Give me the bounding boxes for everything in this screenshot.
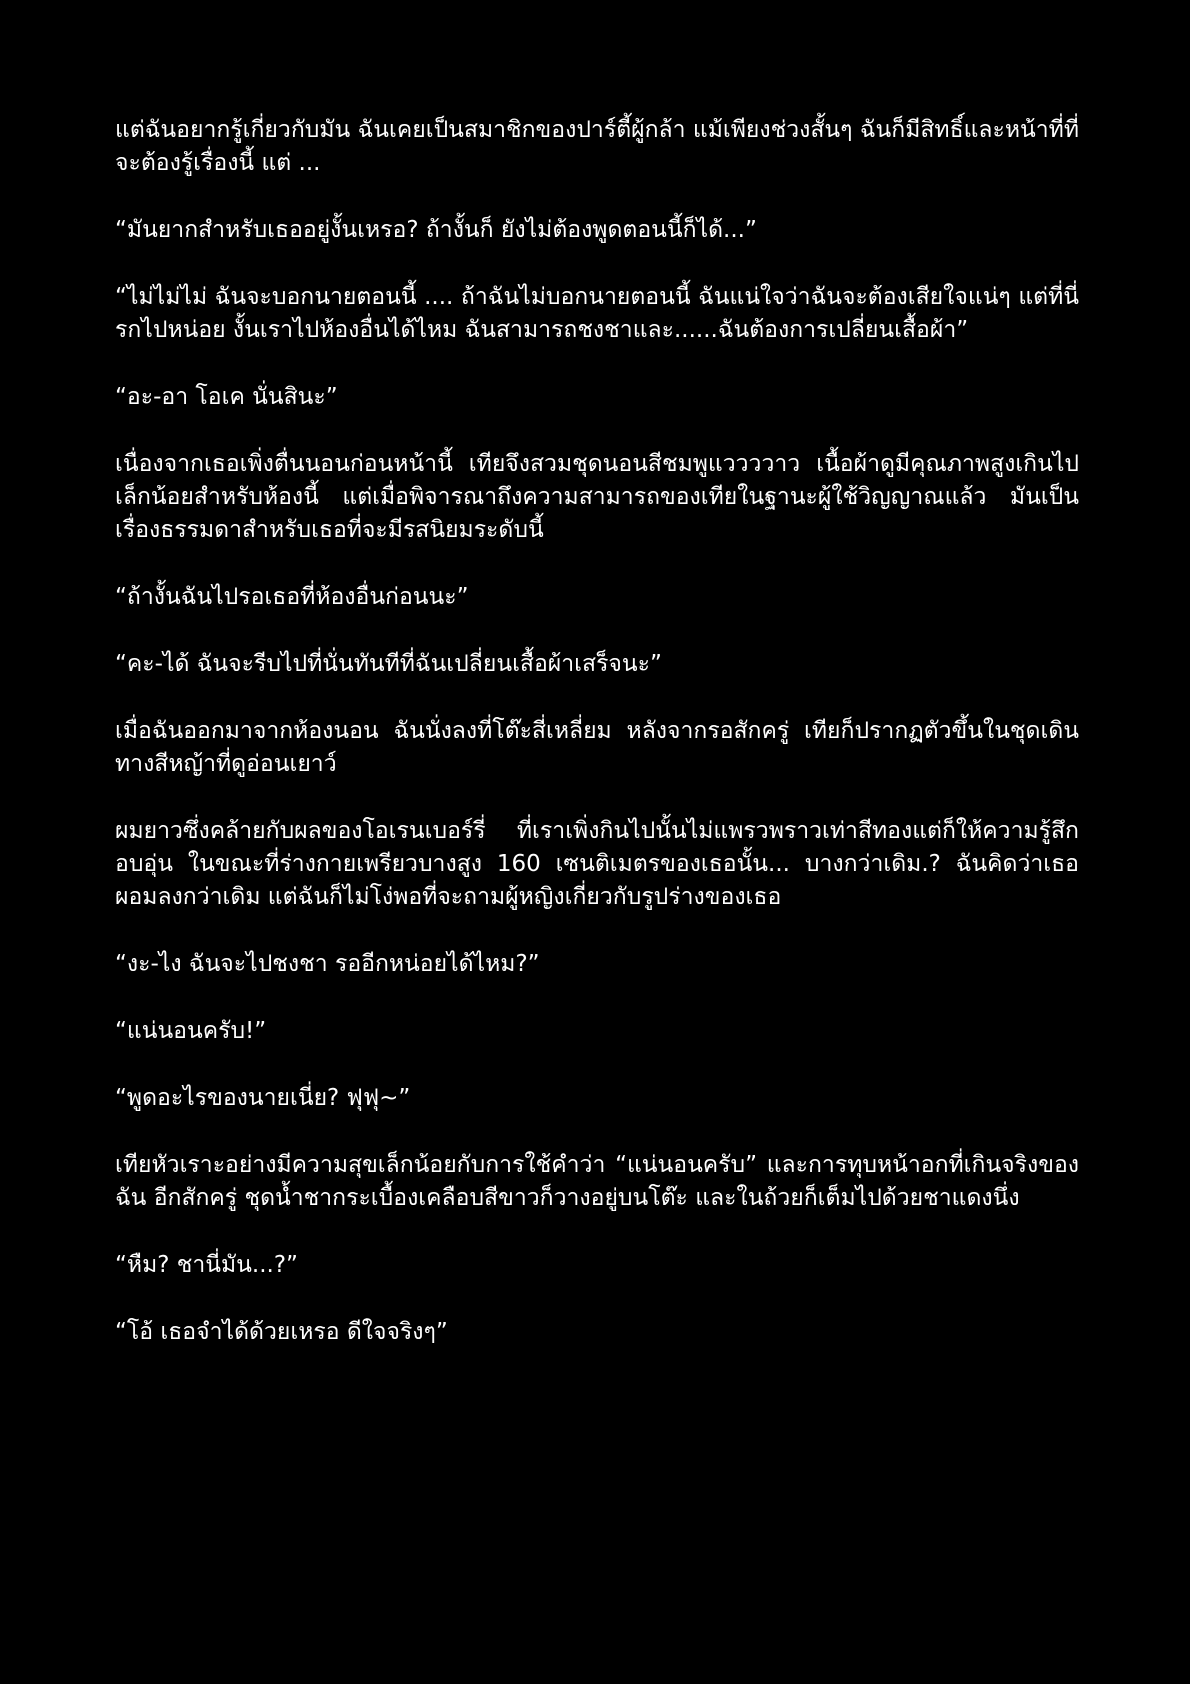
paragraph-13: เทียหัวเราะอย่างมีความสุขเล็กน้อยกับการใช้คำว่า “แน่นอนครับ” และการทุบหน้าอกที่เกินจริงของฉัน อีกสักครู่ ชุดน้ำชากระเบื้องเคลือบสีขาวก็วางอยู่บนโต๊ะ และในถ้วยก็เต็มไปด้วยชาแดงนึ่ง (115, 1152, 1079, 1211)
paragraph-12: “พูดอะไรของนายเนี่ย? ฟุฟุ~” (115, 1085, 411, 1111)
paragraph-2: “มันยากสำหรับเธออยู่งั้นเหรอ? ถ้างั้นก็ ยังไม่ต้องพูดตอนนี้ก็ได้...” (115, 217, 757, 243)
paragraph-8: เมื่อฉันออกมาจากห้องนอน ฉันนั่งลงที่โต๊ะสี่เหลี่ยม หลังจากรอสักครู่ เทียก็ปรากฏตัวขึ้นในชุดเดินทางสีหญ้าที่ดูอ่อนเยาว์ (115, 718, 1079, 777)
paragraph-9: ผมยาวซึ่งคล้ายกับผลของโอเรนเบอร์รี่ ที่เราเพิ่งกินไปนั้นไม่แพรวพราวเท่าสีทองแต่ก็ให้ความรู้สึกอบอุ่น ในขณะที่ร่างกายเพรียวบางสูง 160 เซนติเมตรของเธอนั้น... บางกว่าเดิม.? ฉันคิดว่าเธอผอมลงกว่าเดิม แต่ฉันก็ไม่โง่พอที่จะถามผู้หญิงเกี่ยวกับรูปร่างของเธอ (115, 818, 1079, 910)
paragraph-14: “หืม? ชานี่มัน...?” (115, 1252, 298, 1278)
document-page (115, 114, 1079, 1383)
paragraph-10: “งะ-ไง ฉันจะไปชงชา รออีกหน่อยได้ไหม?” (115, 951, 540, 977)
paragraph-4: “อะ-อา โอเค นั่นสินะ” (115, 384, 338, 410)
paragraph-6: “ถ้างั้นฉันไปรอเธอที่ห้องอื่นก่อนนะ” (115, 584, 469, 610)
paragraph-3: “ไม่ไม่ไม่ ฉันจะบอกนายตอนนี้ .... ถ้าฉันไม่บอกนายตอนนี้ ฉันแน่ใจว่าฉันจะต้องเสียใจแน่ๆ แต่ที่นี่รกไปหน่อย งั้นเราไปห้องอื่นได้ไหม ฉันสามารถชงชาและ......ฉันต้องการเปลี่ยนเสื้อผ้า” (115, 284, 1079, 343)
paragraph-7: “คะ-ได้ ฉันจะรีบไปที่นั่นทันทีที่ฉันเปลี่ยนเสื้อผ้าเสร็จนะ” (115, 651, 662, 677)
paragraph-11: “แน่นอนครับ!” (115, 1018, 267, 1044)
paragraph-5: เนื่องจากเธอเพิ่งตื่นนอนก่อนหน้านี้ เทียจึงสวมชุดนอนสีชมพูแววววาว เนื้อผ้าดูมีคุณภาพสูงเกินไปเล็กน้อยสำหรับห้องนี้ แต่เมื่อพิจารณาถึงความสามารถของเทียในฐานะผู้ใช้วิญญาณแล้ว มันเป็นเรื่องธรรมดาสำหรับเธอที่จะมีรสนิยมระดับนี้ (115, 451, 1079, 543)
paragraph-1: แต่ฉันอยากรู้เกี่ยวกับมัน ฉันเคยเป็นสมาชิกของปาร์ตี้ผู้กล้า แม้เพียงช่วงสั้นๆ ฉันก็มีสิทธิ์และหน้าที่ที่จะต้องรู้เรื่องนี้ แต่ ... (115, 117, 1079, 176)
paragraph-15: “โอ้ เธอจำได้ด้วยเหรอ ดีใจจริงๆ” (115, 1319, 448, 1345)
